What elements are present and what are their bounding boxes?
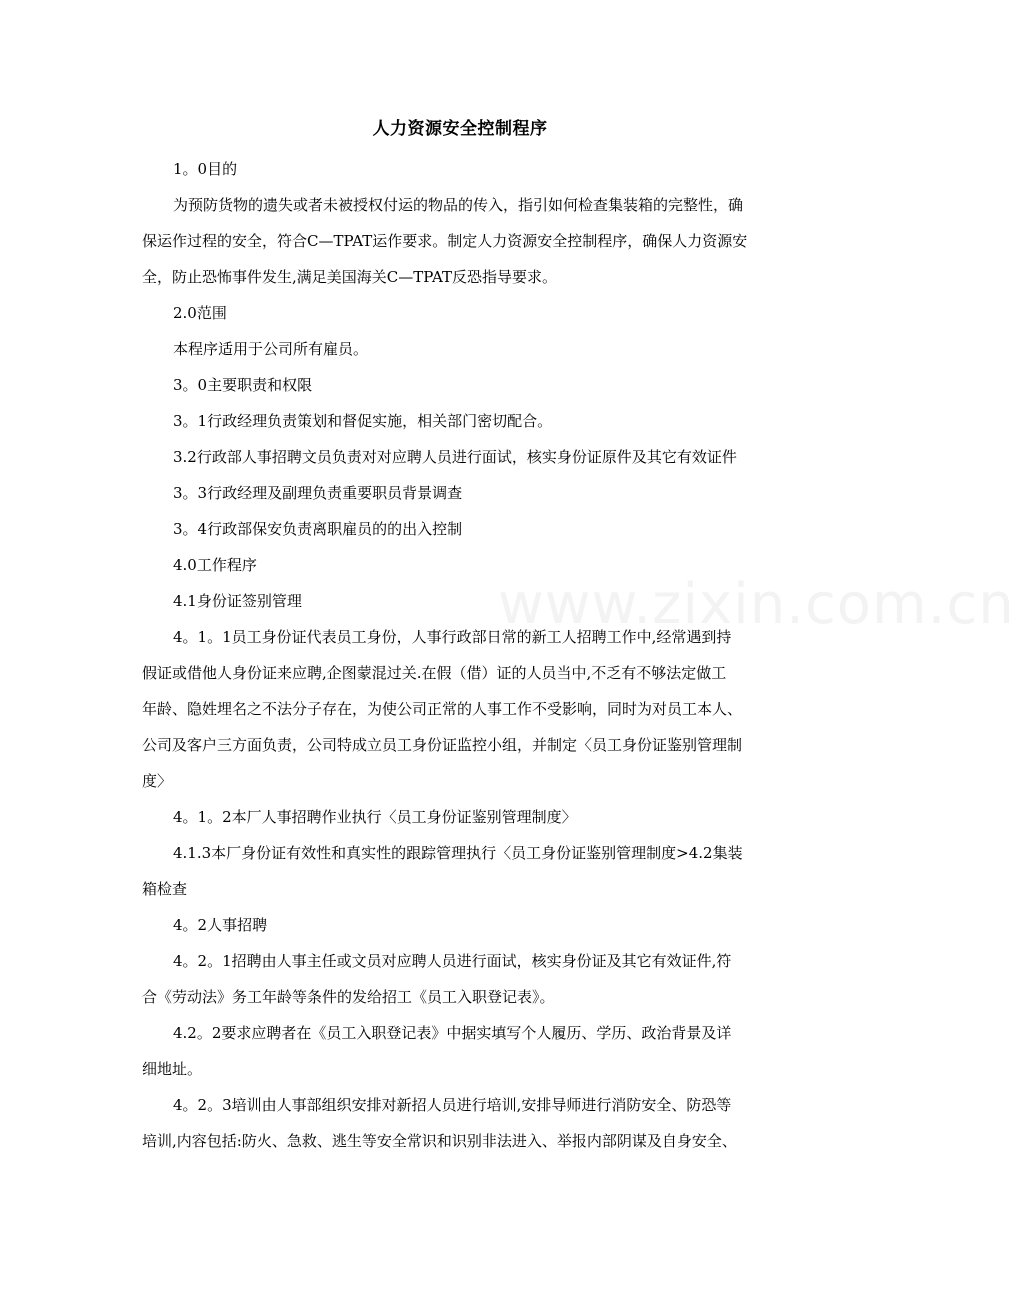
paragraph-line: 保运作过程的安全，符合C—TPAT运作要求。制定人力资源安全控制程序，确保人力资源安 (142, 232, 748, 250)
paragraph-line: 4。2。3培训由人事部组织安排对新招人员进行培训,安排导师进行消防安全、防恐等 (173, 1096, 732, 1114)
paragraph-line: 年龄、隐姓埋名之不法分子存在，为使公司正常的人事工作不受影响，同时为对员工本人、 (142, 700, 743, 718)
section-heading: 2.0范围 (173, 304, 227, 322)
paragraph-line: 为预防货物的遗失或者未被授权付运的物品的传入，指引如何检查集装箱的完整性，确 (173, 196, 744, 214)
paragraph-line: 箱检查 (142, 880, 188, 898)
paragraph-line: 4.2。2要求应聘者在《员工入职登记表》中据实填写个人履历、学历、政治背景及详 (173, 1024, 732, 1042)
paragraph-line: 3。3行政经理及副理负责重要职员背景调查 (173, 484, 463, 502)
paragraph-line: 4。1。2本厂人事招聘作业执行〈员工身份证鉴别管理制度〉 (173, 808, 577, 826)
paragraph-line: 度〉 (142, 772, 173, 790)
subsection-heading: 4.1身份证签别管理 (173, 592, 302, 610)
page-title: 人力资源安全控制程序 (372, 119, 548, 139)
paragraph-line: 3.2行政部人事招聘文员负责对对应聘人员进行面试，核实身份证原件及其它有效证件 (173, 448, 737, 466)
paragraph-line: 4。2。1招聘由人事主任或文员对应聘人员进行面试，核实身份证及其它有效证件,符 (173, 952, 732, 970)
paragraph-line: 4。1。1员工身份证代表员工身份，人事行政部日常的新工人招聘工作中,经常遇到持 (173, 628, 732, 646)
paragraph-line: 3。4行政部保安负责离职雇员的的出入控制 (173, 520, 463, 538)
section-heading: 4.0工作程序 (173, 556, 257, 574)
paragraph-line: 合《劳动法》务工年龄等条件的发给招工《员工入职登记表》。 (142, 988, 555, 1006)
watermark: www.zixin.com.cn (498, 572, 1015, 637)
paragraph-line: 公司及客户三方面负责，公司特成立员工身份证监控小组，并制定〈员工身份证鉴别管理制 (142, 736, 743, 754)
paragraph-line: 4.1.3本厂身份证有效性和真实性的跟踪管理执行〈员工身份证鉴别管理制度>4.2集装 (173, 844, 743, 862)
paragraph-line: 全，防止恐怖事件发生,满足美国海关C—TPAT反恐指导要求。 (142, 268, 557, 286)
paragraph-line: 培训,内容包括:防火、急救、逃生等安全常识和识别非法进入、举报内部阴谋及自身安全、 (142, 1132, 737, 1150)
section-heading: 1。0目的 (173, 160, 238, 178)
paragraph-line: 本程序适用于公司所有雇员。 (173, 340, 369, 358)
section-heading: 3。0主要职责和权限 (173, 376, 313, 394)
subsection-heading: 4。2人事招聘 (173, 916, 268, 934)
paragraph-line: 假证或借他人身份证来应聘,企图蒙混过关.在假（借）证的人员当中,不乏有不够法定做工 (142, 664, 727, 682)
document-body (142, 151, 780, 1159)
paragraph-line: 3。1行政经理负责策划和督促实施，相关部门密切配合。 (173, 412, 553, 430)
paragraph-line: 细地址。 (142, 1060, 203, 1078)
